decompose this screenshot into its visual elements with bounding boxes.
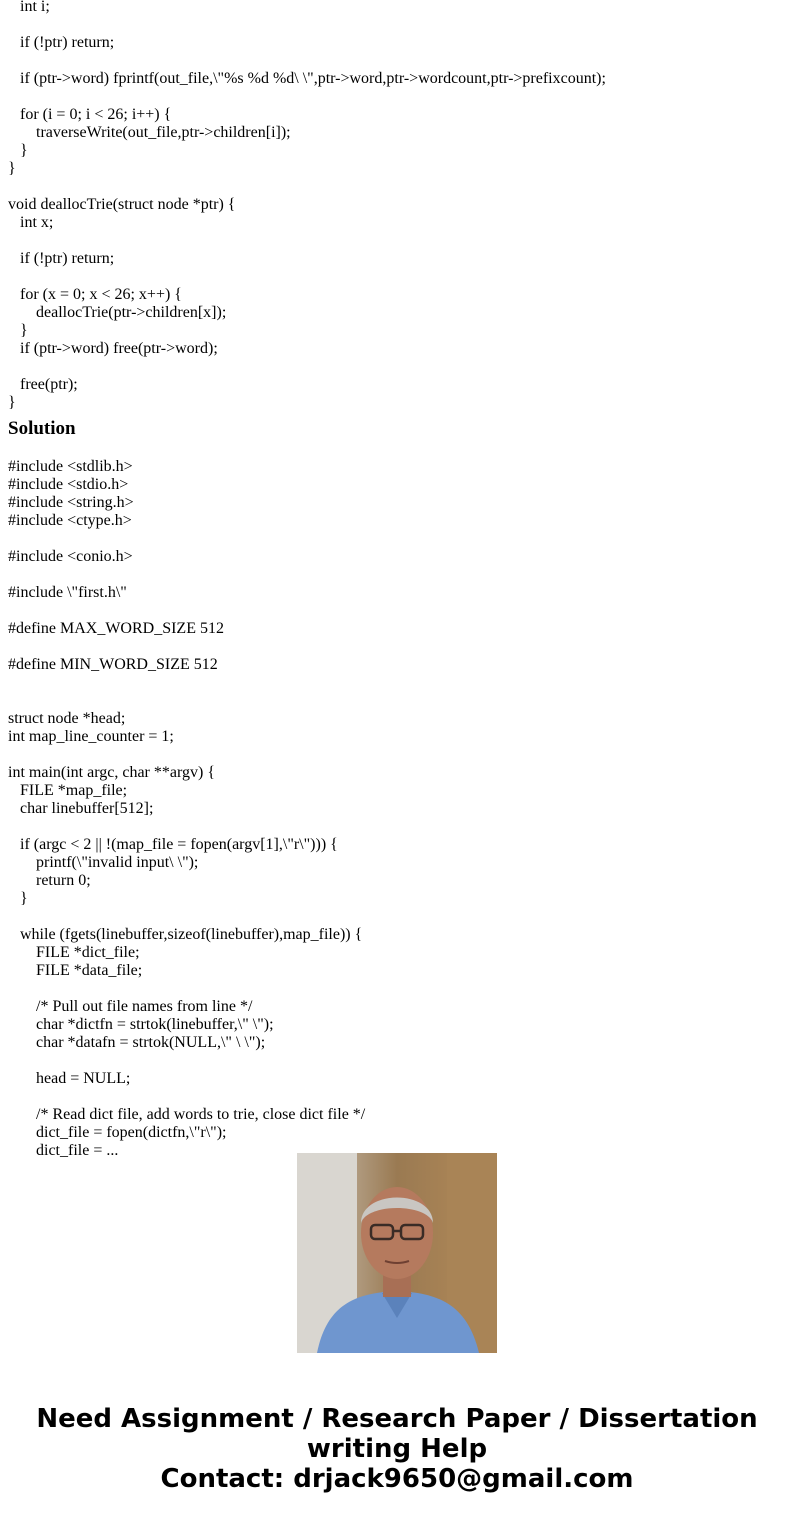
promo-banner (0, 1404, 794, 1494)
code-snippet-bottom: #include <stdlib.h> #include <stdio.h> #include <string.h> #include <ctype.h> #include <conio.h> #include \"first.h\" #define MAX_WORD_SIZE 512 #define MIN_WORD_SIZE 512 struct node *head; int map_line_counter = 1; int main(int argc, char **argv) { FILE *map_file; char linebuffer[512]; if (argc < 2 || !(map_file = fopen(argv[1],\"r\"))) { printf(\"invalid input\ \"); return 0; } while (fgets(linebuffer,sizeof(linebuffer),map_file)) { FILE *dict_file; FILE *data_file; /* Pull out file names from line */ char *dictfn = strtok(linebuffer,\" \"); char *datafn = strtok(NULL,\" \ \"); head = NULL; /* Read dict file, add words to trie, close dict file */ dict_file = fopen(dictfn,\"r\"); dict_file = ... (8, 458, 366, 1159)
promo-line-1: Need Assignment / Research Paper / Dissertation (36, 1404, 758, 1434)
promo-contact: Contact: drjack9650@gmail.com (160, 1464, 634, 1494)
solution-heading: Solution (8, 418, 76, 439)
person-photo-icon (297, 1153, 497, 1353)
code-snippet-bottom-container (0, 456, 794, 1159)
promo-line-2: writing Help (306, 1434, 488, 1464)
code-snippet-top: int i; if (!ptr) return; if (ptr->word) fprintf(out_file,\"%s %d %d\ \",ptr->word,ptr->wordcount,ptr->prefixcount); for (i = 0; i < 26; i++) { traverseWrite(out_file,ptr->children[i]); } } void deallocTrie(struct node *ptr) { int x; if (!ptr) return; for (x = 0; x < 26; x++) { deallocTrie(ptr->children[x]); } if (ptr->word) free(ptr->word); free(ptr); } (8, 0, 606, 411)
